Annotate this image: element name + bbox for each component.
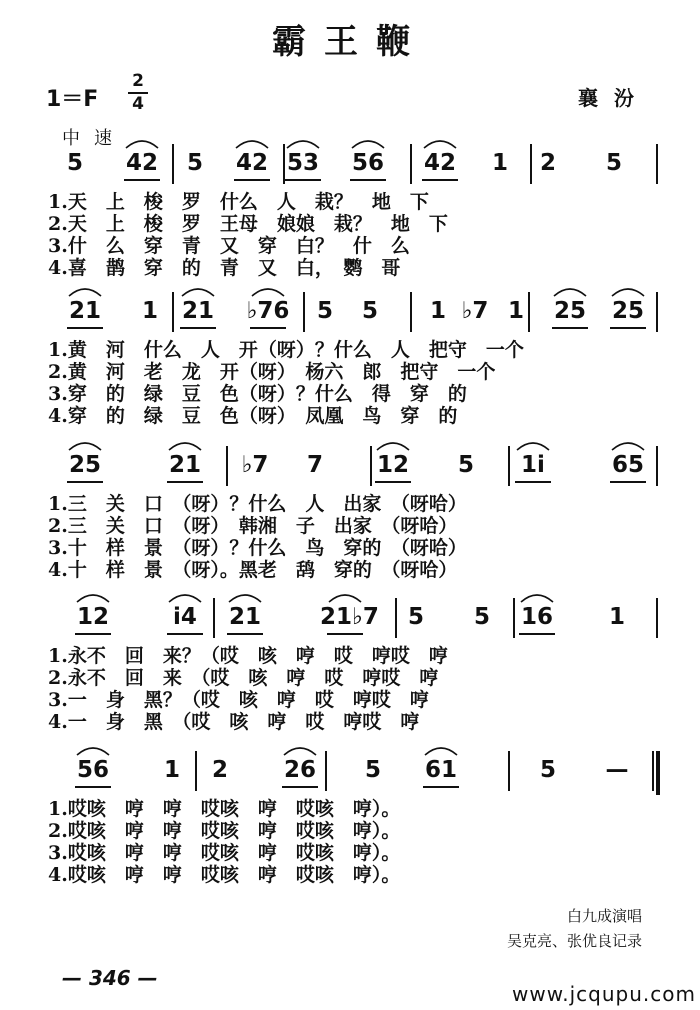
note-group: 21 [181, 298, 214, 324]
lyric-line: 1.哎咳 哼 哼 哎咳 哼 哎咳 哼）。 [48, 798, 401, 820]
lyric-line: 2.黄 河 老 龙 开（呀） 杨六 郎 把守 一个 [48, 361, 496, 383]
note-group: 2 [539, 150, 556, 176]
note-group: 42 [125, 150, 158, 176]
slur-mark [77, 748, 109, 755]
note-group: 5 [361, 298, 378, 324]
note-group: 21 [228, 604, 261, 630]
slur-mark [287, 141, 319, 148]
slur-mark [169, 443, 201, 450]
slur-mark [377, 443, 409, 450]
lyric-line: 1.黄 河 什么 人 开（呀）？什么 人 把守 一个 [48, 339, 524, 361]
note-group: 12 [376, 452, 409, 478]
page-number: — 346 — [62, 966, 158, 990]
slur-mark [284, 748, 316, 755]
note-group: 1 [429, 298, 446, 324]
note-group: i4 [173, 604, 197, 630]
slur-mark [77, 595, 109, 602]
lyric-line: 1.天 上 梭 罗 什么 人 栽？ 地 下 [48, 191, 429, 213]
note-group: 5 [66, 150, 83, 176]
time-signature-bottom: 4 [132, 94, 144, 114]
slur-mark [612, 443, 644, 450]
note-group: 1 [141, 298, 158, 324]
time-signature-top: 2 [132, 71, 144, 91]
note-group: 5 [539, 757, 556, 783]
slur-mark [236, 141, 268, 148]
note-group: 5 [407, 604, 424, 630]
note-group: 25 [611, 298, 644, 324]
lyric-line: 3.哎咳 哼 哼 哎咳 哼 哎咳 哼）。 [48, 842, 401, 864]
lyric-line: 4.喜 鹊 穿 的 青 又 白， 鹦 哥 [48, 257, 401, 279]
slur-mark [182, 289, 214, 296]
lyric-line: 4.穿 的 绿 豆 色（呀） 凤凰 鸟 穿 的 [48, 405, 458, 427]
note-group: 56 [76, 757, 109, 783]
note-group: 53 [286, 150, 319, 176]
region-label: 襄汾 [578, 86, 650, 110]
recorder-credit: 吴克亮、张优良记录 [506, 932, 642, 950]
note-group: 42 [235, 150, 268, 176]
key-signature: 1＝F [46, 87, 99, 112]
lyric-line: 2.永不 回 来 （哎 咳 哼 哎 哼哎 哼 [48, 667, 439, 689]
lyric-line: 3.一 身 黑？（哎 咳 哼 哎 哼哎 哼 [48, 689, 429, 711]
slur-mark [169, 595, 201, 602]
lyric-line: 1.永不 回 来？（哎 咳 哼 哎 哼哎 哼 [48, 645, 448, 667]
lyric-line: 2.哎咳 哼 哼 哎咳 哼 哎咳 哼）。 [48, 820, 401, 842]
note-group: 61 [424, 757, 457, 783]
slur-mark [425, 748, 457, 755]
lyric-line: 2.三 关 口 （呀） 韩湘 子 出家 （呀哈） [48, 515, 458, 537]
note-group: 1 [491, 150, 508, 176]
note-group: 5 [316, 298, 333, 324]
note-group: 16 [520, 604, 553, 630]
note-group: 2 [211, 757, 228, 783]
note-group: 5 [457, 452, 474, 478]
note-group: 21 [168, 452, 201, 478]
watermark: www.jcqupu.com [512, 982, 696, 1006]
slur-mark [69, 289, 101, 296]
slur-mark [252, 289, 284, 296]
song-title: 霸王鞭 [272, 22, 428, 62]
slur-mark [517, 443, 549, 450]
note-group: 1 [608, 604, 625, 630]
lyric-line: 1.三 关 口 （呀）？什么 人 出家 （呀哈） [48, 493, 467, 515]
slur-mark [329, 595, 361, 602]
note-group: 5 [605, 150, 622, 176]
note-group: — [605, 757, 629, 783]
note-group: ♭7 [461, 298, 489, 324]
lyric-line: 2.天 上 梭 罗 王母 娘娘 栽？ 地 下 [48, 213, 448, 235]
singer-credit: 白九成演唱 [566, 907, 642, 925]
note-group: 7 [306, 452, 323, 478]
note-group: 56 [351, 150, 384, 176]
slur-mark [229, 595, 261, 602]
note-group: 5 [364, 757, 381, 783]
note-group: 1 [163, 757, 180, 783]
slur-mark [69, 443, 101, 450]
slur-mark [521, 595, 553, 602]
note-group: 25 [68, 452, 101, 478]
note-group: ♭76 [246, 298, 290, 324]
note-group: 21 [68, 298, 101, 324]
note-group: 21♭7 [320, 604, 379, 630]
note-group: 5 [186, 150, 203, 176]
slur-mark [554, 289, 586, 296]
note-group: 65 [611, 452, 644, 478]
note-group: ♭7 [241, 452, 269, 478]
lyric-line: 4.一 身 黑 （哎 咳 哼 哎 哼哎 哼 [48, 711, 420, 733]
note-group: 26 [283, 757, 316, 783]
slur-mark [424, 141, 456, 148]
note-group: 1i [521, 452, 545, 478]
lyric-line: 4.十 样 景 （呀）。黑老 鸹 穿的 （呀哈） [48, 559, 458, 581]
slur-mark [352, 141, 384, 148]
tempo-marking: 中速 [62, 128, 126, 149]
note-group: 12 [76, 604, 109, 630]
note-group: 1 [507, 298, 524, 324]
lyric-line: 3.什 么 穿 青 又 穿 白？ 什 么 [48, 235, 410, 257]
note-group: 42 [423, 150, 456, 176]
note-group: 5 [473, 604, 490, 630]
lyric-line: 3.十 样 景 （呀）？什么 鸟 穿的 （呀哈） [48, 537, 467, 559]
lyric-line: 3.穿 的 绿 豆 色（呀）？什么 得 穿 的 [48, 383, 467, 405]
slur-mark [612, 289, 644, 296]
note-group: 25 [553, 298, 586, 324]
slur-mark [126, 141, 158, 148]
lyric-line: 4.哎咳 哼 哼 哎咳 哼 哎咳 哼）。 [48, 864, 401, 886]
